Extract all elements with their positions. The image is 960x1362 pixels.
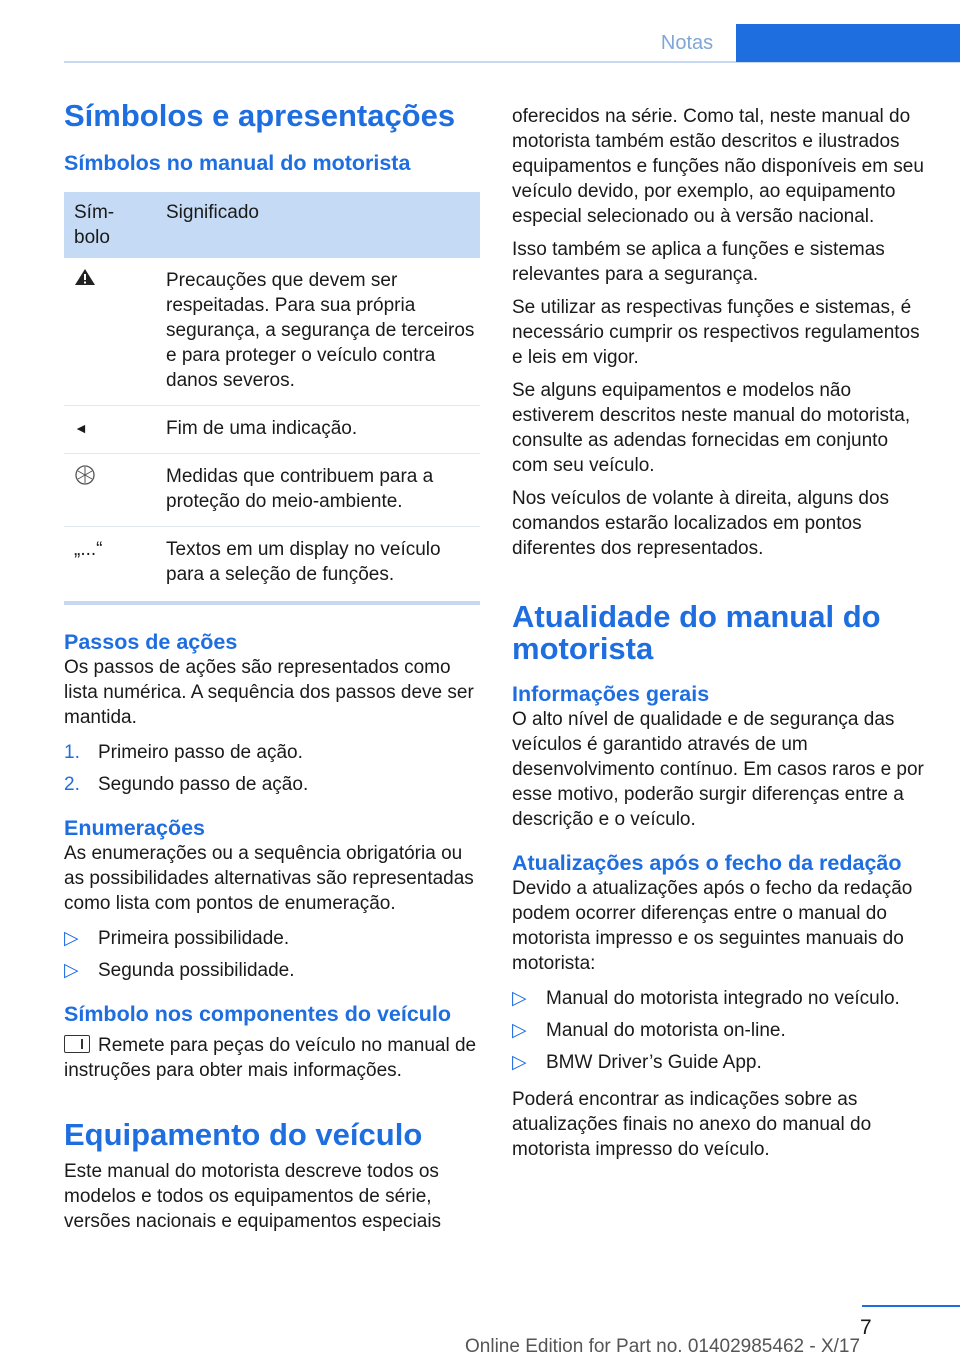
heading-symbols-manual: Símbolos no manual do motorista: [64, 151, 411, 175]
bullet-triangle-icon: ▷: [512, 988, 527, 1009]
heading-symbols: Símbolos e apresentações: [64, 98, 456, 133]
heading-equipment: Equipamento do veículo: [64, 1117, 423, 1152]
list-item: 2. Segundo passo de ação.: [64, 774, 309, 795]
end-marker-symbol: ◄: [64, 406, 166, 454]
list-item: ▷ Manual do motorista on-line.: [512, 1020, 786, 1041]
heading-component-symbol: Símbolo nos componentes do veículo: [64, 1002, 452, 1026]
page-number: 7: [860, 1316, 872, 1339]
paragraph-regulations: Se utilizar as respectivas funções e sistemas, é necessário cumprir os respectivos regulamentos e leis em vigor.: [512, 297, 920, 368]
heading-update: Atualidade do manual do motorista: [512, 599, 881, 666]
environment-icon: [74, 464, 96, 486]
bullet-triangle-icon: ▷: [512, 1020, 527, 1041]
heading-general-info: Informações gerais: [512, 682, 710, 706]
right-column: [512, 104, 928, 1170]
list-item: 1. Primeiro passo de ação.: [64, 742, 303, 763]
section-label: Notas: [660, 32, 714, 54]
paragraph-steps: Os passos de ações são representados como lista numérica. A sequência dos passos deve ser mantida.: [64, 657, 474, 728]
list-item: ▷ Primeira possibilidade.: [64, 928, 290, 949]
manuals-list: [512, 986, 928, 1075]
left-column: [64, 100, 480, 1242]
bullet-triangle-icon: ▷: [64, 928, 79, 949]
manual-book-icon: [64, 1035, 90, 1053]
table-row: [64, 454, 480, 527]
paragraph-addenda: Se alguns equipamentos e modelos não estiverem descritos neste manual do motorista, consulte as adendas fornecidas em conjunto com seu veículo.: [512, 380, 911, 476]
list-number: 1.: [64, 742, 80, 763]
heading-enumerations: Enumerações: [64, 816, 206, 840]
list-number: 2.: [64, 774, 80, 795]
list-item: ▷ BMW Driver’s Guide App.: [512, 1052, 762, 1073]
warning-triangle-icon: [74, 268, 96, 286]
row-text: Textos em um display no veículo para a seleção de funções.: [166, 527, 480, 604]
edition-note: Online Edition for Part no. 01402985462 - X/17: [465, 1336, 861, 1357]
paragraph-general-info: O alto nível de qualidade e de segurança das veículos é garantido através de um desenvolvimento contínuo. Em casos raros e por esse motivo, poderão surgir diferenças entre a descrição e o veículo.: [512, 709, 924, 830]
symbols-table: [64, 192, 480, 605]
footer-rule: [862, 1305, 960, 1307]
table-row: [64, 406, 480, 454]
paragraph-equipment: Este manual do motorista descreve todos os modelos e todos os equipamentos de série, versões nacionais e equipamentos especiais: [64, 1161, 442, 1232]
paragraph-component: Remete para peças do veículo no manual de instruções para obter mais informações.: [64, 1035, 477, 1081]
display-text-symbol: „...“: [64, 527, 166, 604]
enumeration-list: [64, 926, 480, 983]
heading-updates-after-editing: Atualizações após o fecho da redação: [512, 851, 902, 875]
row-text: Medidas que contribuem para a proteção do meio-ambiente.: [166, 454, 480, 527]
col-meaning-header: Significado: [166, 192, 480, 258]
list-item: ▷ Segunda possibilidade.: [64, 960, 295, 981]
heading-steps: Passos de ações: [64, 630, 238, 654]
bullet-triangle-icon: ▷: [64, 960, 79, 981]
steps-list: [64, 740, 480, 797]
paragraph-updates: Devido a atualizações após o fecho da redação podem ocorrer diferenças entre o manual do motorista impresso e os seguintes manuais do motorista:: [512, 878, 913, 974]
table-row: [64, 258, 480, 406]
bullet-triangle-icon: ▷: [512, 1052, 527, 1073]
paragraph-safety: Isso também se aplica a funções e sistemas relevantes para a segurança.: [512, 239, 885, 285]
row-text: Fim de uma indicação.: [166, 406, 480, 454]
col-symbol-header: Sím- bolo: [64, 192, 166, 258]
paragraph-enumerations: As enumerações ou a sequência obrigatória ou as possibilidades alternativas são representadas como lista com pontos de enumeração.: [64, 843, 474, 914]
paragraph-final-notes: Poderá encontrar as indicações sobre as atualizações finais no anexo do manual do motorista impresso do veículo.: [512, 1089, 872, 1160]
paragraph-right-hand-drive: Nos veículos de volante à direita, alguns dos comandos estarão localizados em pontos diferentes dos representados.: [512, 488, 890, 559]
paragraph-series: oferecidos na série. Como tal, neste manual do motorista também estão descritos e ilustrados equipamentos e funções não disponíveis em seu veículo devido, por exemplo, ao equipamento especial selecionado ou à versão nacional.: [512, 106, 924, 227]
list-item: ▷ Manual do motorista integrado no veículo.: [512, 988, 900, 1009]
header-accent-bar: [736, 24, 960, 62]
row-text: Precauções que devem ser respeitadas. Para sua própria segurança, a segurança de terceiros e para proteger o veículo contra danos severos.: [166, 258, 480, 406]
table-header: [64, 192, 480, 258]
table-row: [64, 527, 480, 604]
